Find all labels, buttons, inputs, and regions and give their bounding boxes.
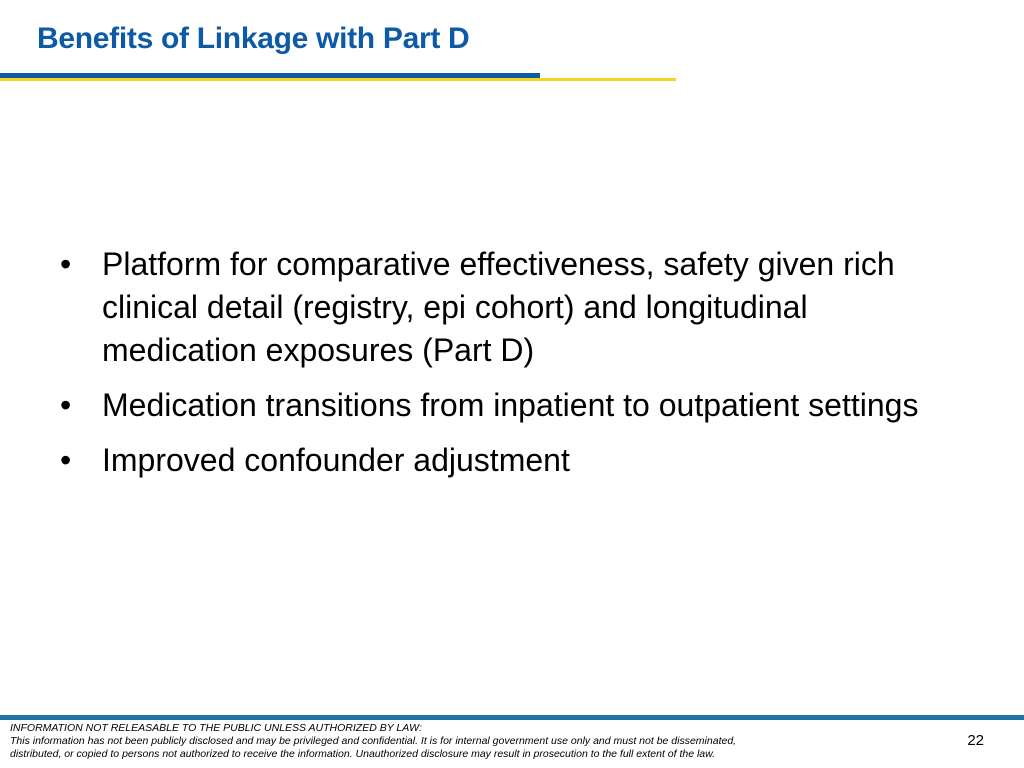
bullet-list [60, 243, 970, 494]
bullet-item [60, 243, 970, 372]
bullet-text: Improved confounder adjustment [102, 442, 570, 478]
slide-title: Benefits of Linkage with Part D [37, 22, 470, 55]
bullet-marker: • [60, 387, 72, 423]
bullet-marker: • [60, 442, 72, 478]
page-number: 22 [967, 732, 984, 749]
title-underline-yellow [0, 78, 676, 81]
notice-line-2: This information has not been publicly disclosed and may be privileged and confidential. It is for internal government use only and must not be disseminated, [10, 735, 737, 747]
bullet-text: Platform for comparative effectiveness, safety given rich clinical detail (registry, epi cohort) and longitudinal medication exposures (Part D) [102, 246, 895, 368]
bullet-text: Medication transitions from inpatient to outpatient settings [102, 387, 919, 423]
notice-line-1: INFORMATION NOT RELEASABLE TO THE PUBLIC UNLESS AUTHORIZED BY LAW: [10, 722, 422, 734]
bullet-marker: • [60, 246, 72, 282]
bullet-item [60, 384, 970, 427]
notice-line-3: distributed, or copied to persons not authorized to receive the information. Unauthorized disclosure may result in prosecution to the full extent of the law. [10, 748, 716, 760]
title-underline [0, 73, 676, 81]
bullet-item [60, 439, 970, 482]
confidentiality-notice [10, 722, 910, 761]
footer-divider [0, 715, 1024, 720]
